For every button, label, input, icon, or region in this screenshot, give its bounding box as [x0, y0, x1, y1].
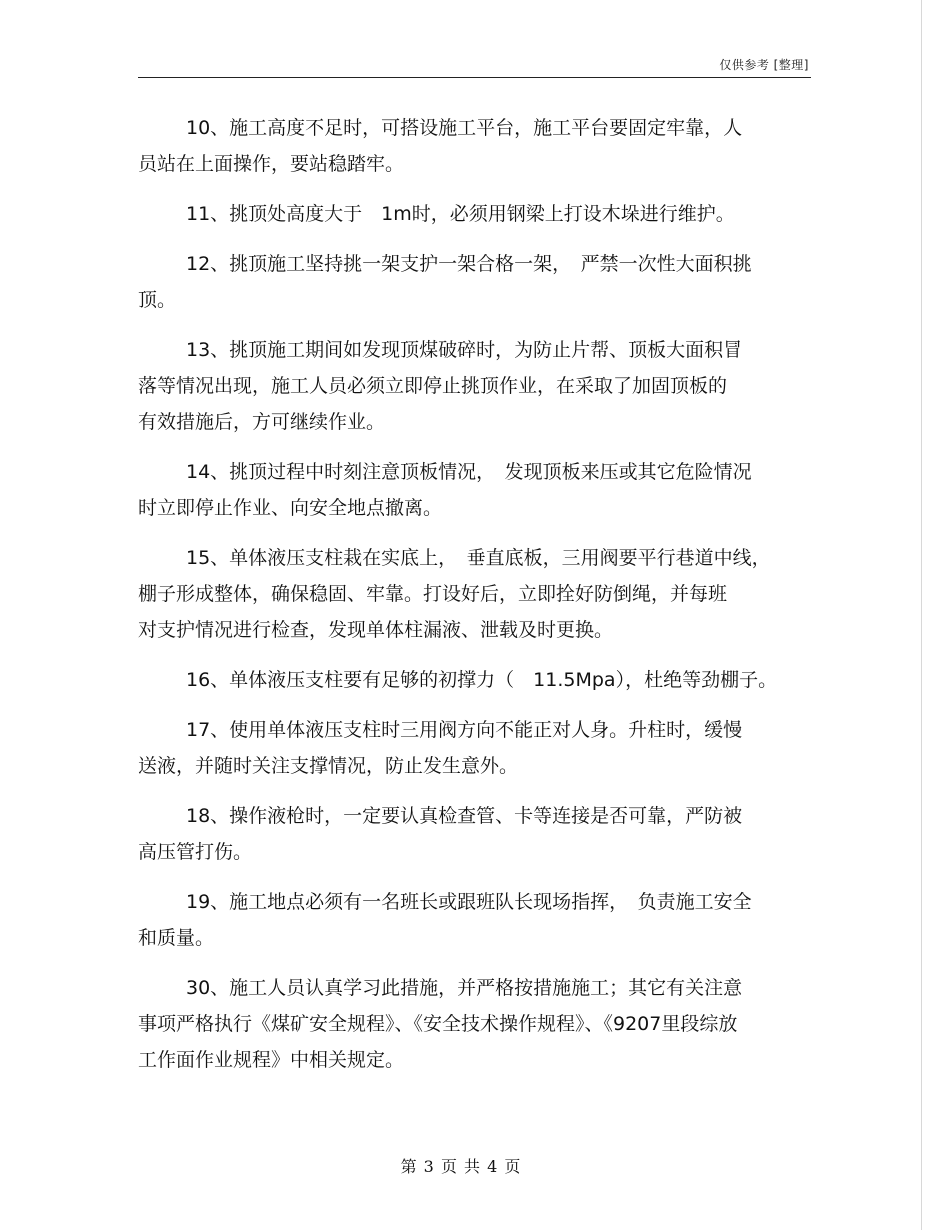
paragraph-line: 对支护情况进行检查，发现单体柱漏液、泄载及时更换。 [138, 619, 614, 641]
paragraph-line: 有效措施后，方可继续作业。 [138, 411, 386, 433]
paragraph [138, 712, 810, 784]
paragraph-line: 16、单体液压支柱要有足够的初撑力（ 11.5Mpa），杜绝等劲棚子。 [186, 669, 778, 691]
paragraph-line: 和质量。 [138, 927, 215, 949]
paragraph-line: 30、施工人员认真学习此措施，并严格按措施施工；其它有关注意 [186, 977, 743, 999]
page-number: 第 3 页 共 4 页 [400, 1157, 522, 1176]
paragraph-line: 员站在上面操作，要站稳踏牢。 [138, 153, 405, 175]
paragraph-line: 时立即停止作业、向安全地点撤离。 [138, 497, 443, 519]
paragraph [138, 110, 810, 182]
paragraph [138, 246, 810, 318]
paragraph-line: 18、操作液枪时，一定要认真检查管、卡等连接是否可靠，严防被 [186, 805, 743, 827]
paragraph [138, 196, 810, 232]
paragraph-line: 13、挑顶施工期间如发现顶煤破碎时，为防止片帮、顶板大面积冒 [186, 339, 743, 361]
paragraph-line: 14、挑顶过程中时刻注意顶板情况， 发现顶板来压或其它危险情况 [186, 461, 752, 483]
paragraph-line: 19、施工地点必须有一名班长或跟班队长现场指挥， 负责施工安全 [186, 891, 752, 913]
paragraph-line: 10、施工高度不足时，可搭设施工平台，施工平台要固定牢靠，人 [186, 117, 743, 139]
paragraph [138, 970, 810, 1078]
paragraph-line: 12、挑顶施工坚持挑一架支护一架合格一架， 严禁一次性大面积挑 [186, 253, 752, 275]
header-note: 仅供参考 [整理] [719, 58, 809, 72]
paragraph-line: 事项严格执行《煤矿安全规程》、《安全技术操作规程》、《9207里段综放 [138, 1013, 738, 1035]
paragraph [138, 884, 810, 956]
paragraph-line: 15、单体液压支柱栽在实底上， 垂直底板，三用阀要平行巷道中线， [186, 547, 771, 569]
paragraph-line: 落等情况出现，施工人员必须立即停止挑顶作业，在采取了加固顶板的 [138, 375, 728, 397]
paragraph-line: 工作面作业规程》中相关规定。 [138, 1049, 405, 1071]
paragraph-line: 送液，并随时关注支撑情况，防止发生意外。 [138, 755, 519, 777]
paragraph-line: 棚子形成整体，确保稳固、牢靠。打设好后，立即拴好防倒绳，并每班 [138, 583, 728, 605]
paragraph [138, 662, 810, 698]
paragraph-line: 高压管打伤。 [138, 841, 253, 863]
paragraph [138, 798, 810, 870]
paragraph-line: 17、使用单体液压支柱时三用阀方向不能正对人身。升柱时，缓慢 [186, 719, 743, 741]
header-divider [138, 77, 811, 78]
paragraph [138, 540, 810, 648]
paragraph [138, 454, 810, 526]
paragraph-line: 顶。 [138, 289, 177, 311]
paragraph-line: 11、挑顶处高度大于 1m时，必须用钢梁上打设木垛进行维护。 [186, 203, 735, 225]
document-body [138, 110, 810, 1092]
paragraph [138, 332, 810, 440]
